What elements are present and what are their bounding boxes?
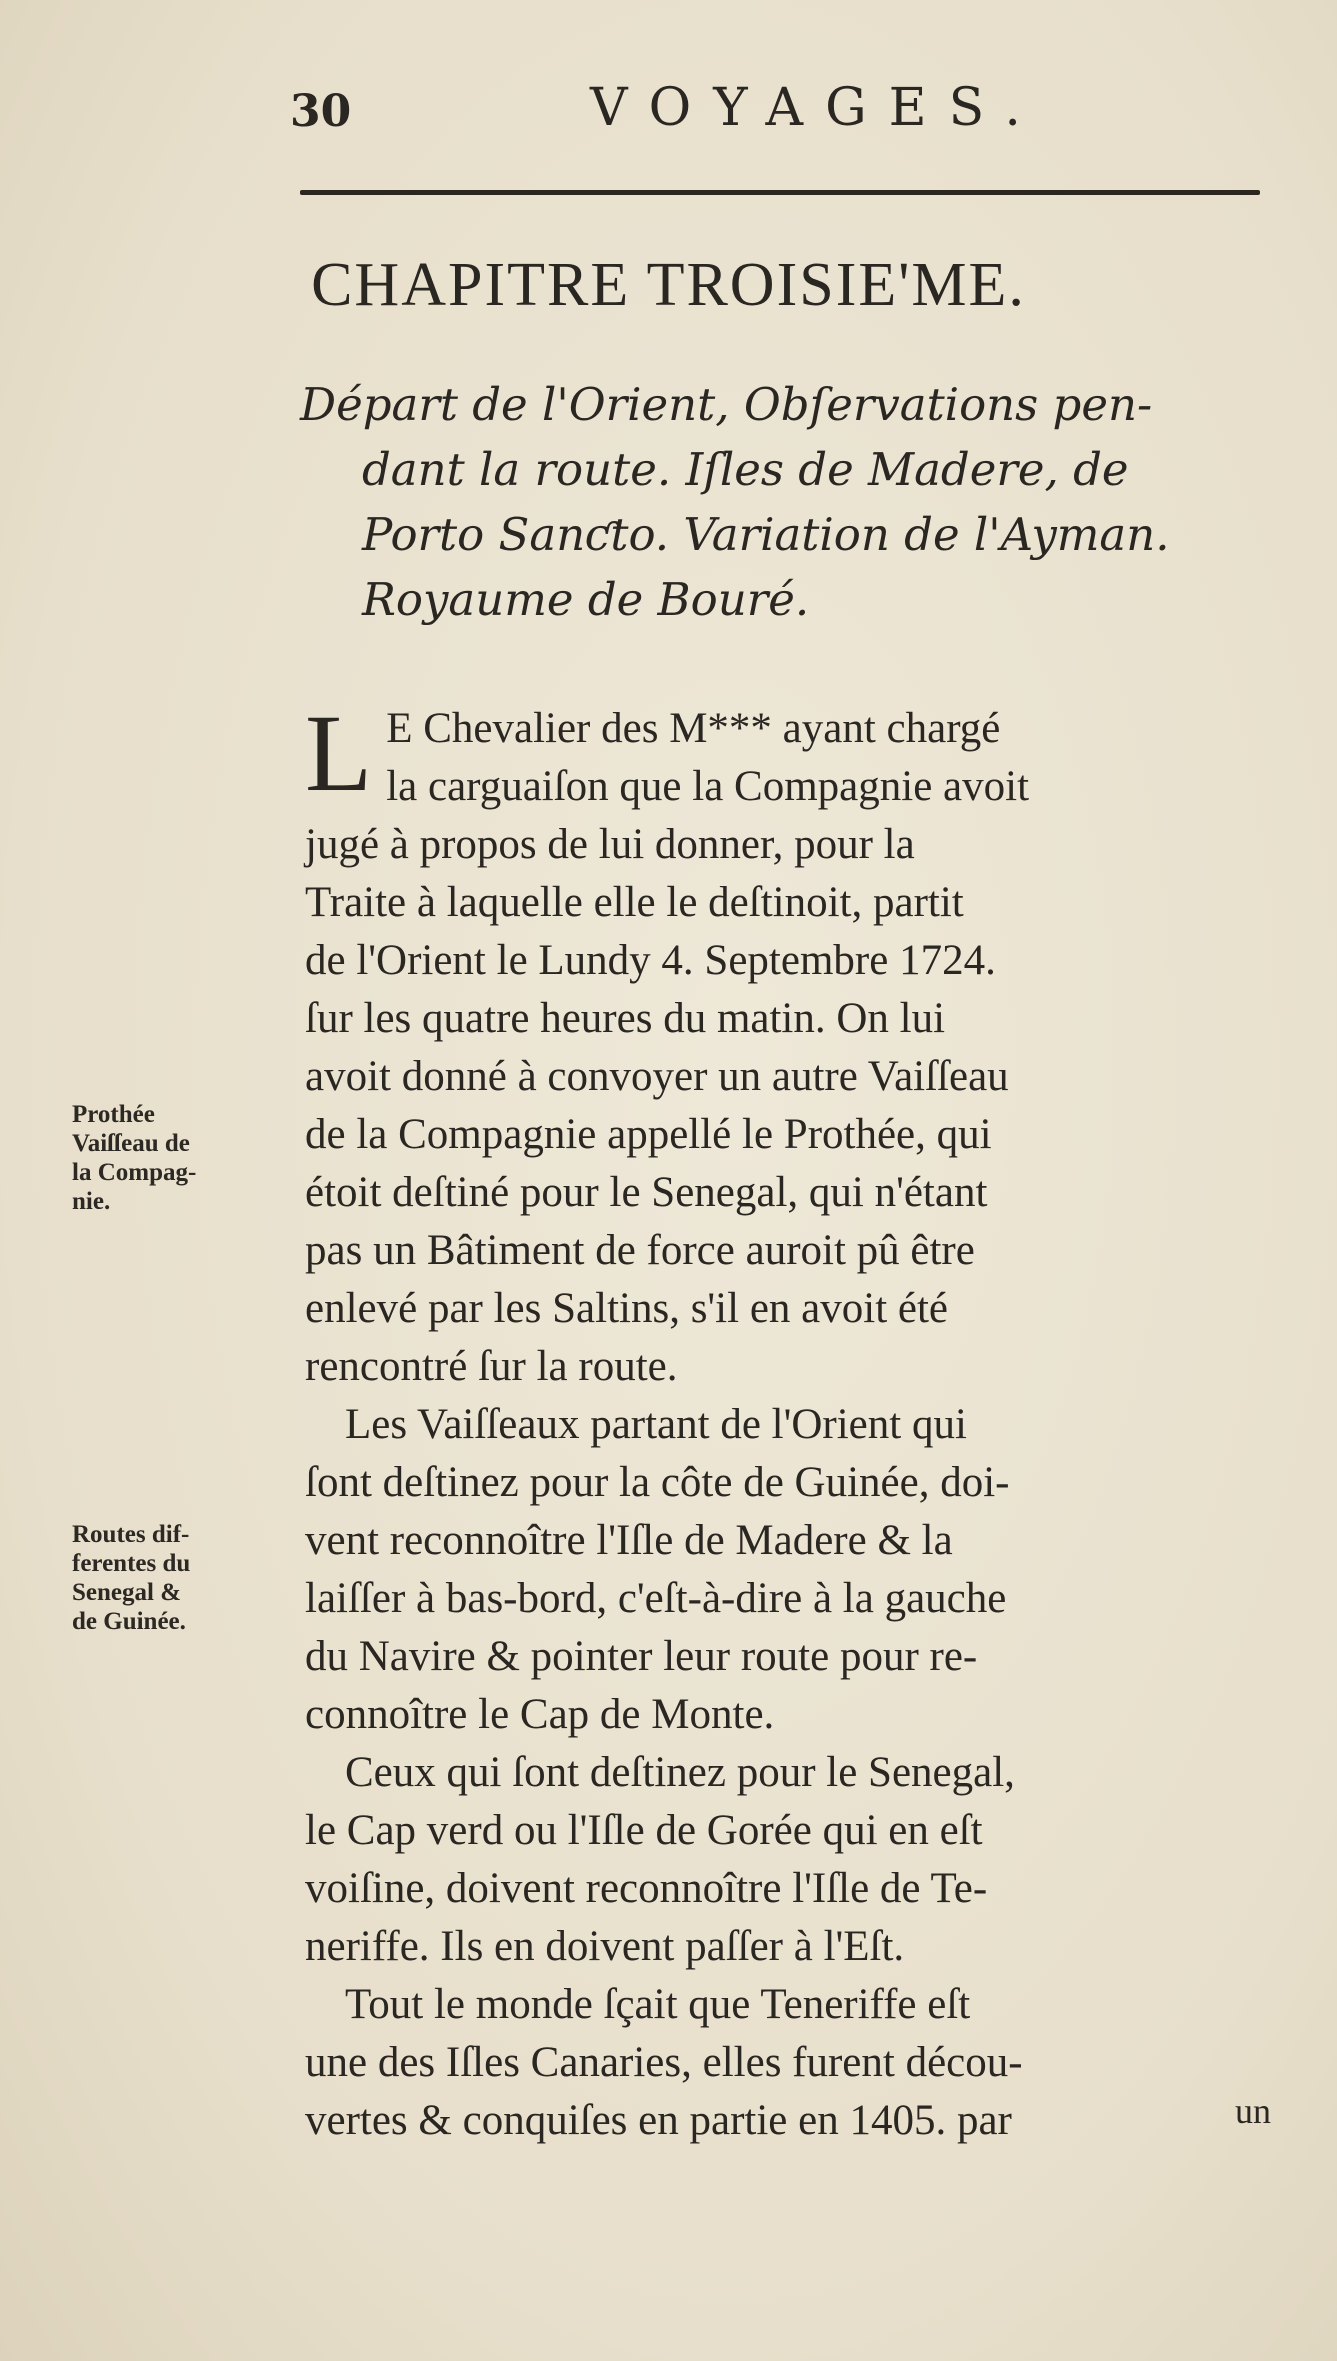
text-line: neriffe. Ils en doivent paſſer à l'Eſt. xyxy=(305,1923,905,1970)
text-line: étoit deſtiné pour le Senegal, qui n'étant xyxy=(305,1169,988,1216)
page-number: 30 xyxy=(290,86,352,137)
chapter-summary xyxy=(300,372,1290,632)
marginal-note-prothee xyxy=(72,1100,196,1216)
drop-cap: L xyxy=(305,692,373,814)
marginal-line: nie. xyxy=(72,1188,111,1215)
text-line: une des Iſles Canaries, elles furent décou- xyxy=(305,2039,1023,2086)
text-line: le Cap verd ou l'Iſle de Gorée qui en eſt xyxy=(305,1807,983,1854)
text-line: connoître le Cap de Monte. xyxy=(305,1691,775,1738)
text-line: Traite à laquelle elle le deſtinoit, partit xyxy=(305,879,964,926)
summary-line: dant la route. Iſles de Madere, de xyxy=(362,443,1129,496)
marginal-line: la Compag- xyxy=(72,1159,197,1186)
text-line: voiſine, doivent reconnoître l'Iſle de Te- xyxy=(305,1865,988,1912)
catchword: un xyxy=(1235,2091,1271,2131)
marginal-note-routes xyxy=(72,1520,190,1636)
running-title: VOYAGES. xyxy=(590,78,1043,138)
marginal-line: ferentes du xyxy=(72,1550,191,1577)
body-text xyxy=(305,692,1295,2150)
chapter-title: CHAPITRE TROISIE'ME. xyxy=(311,251,1026,319)
marginal-line: Routes dif- xyxy=(72,1521,190,1548)
marginal-line: Senegal & xyxy=(72,1579,182,1606)
header-rule xyxy=(300,190,1260,195)
text-line: pas un Bâtiment de force auroit pû être xyxy=(305,1227,975,1274)
running-head xyxy=(290,78,1190,148)
summary-line: Départ de l'Orient, Obſervations pen- xyxy=(300,378,1153,431)
text-line: ſont deſtinez pour la côte de Guinée, doi- xyxy=(305,1459,1010,1506)
text-line: Les Vaiſſeaux partant de l'Orient qui xyxy=(345,1401,967,1448)
text-line: rencontré ſur la route. xyxy=(305,1343,678,1390)
marginal-line: Prothée xyxy=(72,1101,155,1128)
text-line: jugé à propos de lui donner, pour la xyxy=(305,821,915,868)
text-line: avoit donné à convoyer un autre Vaiſſeau xyxy=(305,1053,1009,1100)
summary-line: Royaume de Bouré. xyxy=(362,573,810,626)
text-line: ſur les quatre heures du matin. On lui xyxy=(305,995,946,1042)
text-line: vent reconnoître l'Iſle de Madere & la xyxy=(305,1517,953,1564)
text-line: vertes & conquiſes en partie en 1405. par xyxy=(305,2097,1012,2144)
text-line: du Navire & pointer leur route pour re- xyxy=(305,1633,978,1680)
text-line: E Chevalier des M*** ayant chargé xyxy=(386,705,1001,752)
text-line: enlevé par les Saltins, s'il en avoit été xyxy=(305,1285,949,1332)
text-line: Tout le monde ſçait que Teneriffe eſt xyxy=(345,1981,971,2028)
text-line: laiſſer à bas-bord, c'eſt-à-dire à la gauche xyxy=(305,1575,1007,1622)
text-line: de l'Orient le Lundy 4. Septembre 1724. xyxy=(305,937,996,984)
text-line: Ceux qui ſont deſtinez pour le Senegal, xyxy=(345,1749,1015,1796)
marginal-line: Vaiſſeau de xyxy=(72,1130,190,1157)
text-line: de la Compagnie appellé le Prothée, qui xyxy=(305,1111,992,1158)
summary-line: Porto Sanƈto. Variation de l'Ayman. xyxy=(362,508,1170,561)
text-line: la carguaiſon que la Compagnie avoit xyxy=(386,763,1030,810)
marginal-line: de Guinée. xyxy=(72,1608,186,1635)
